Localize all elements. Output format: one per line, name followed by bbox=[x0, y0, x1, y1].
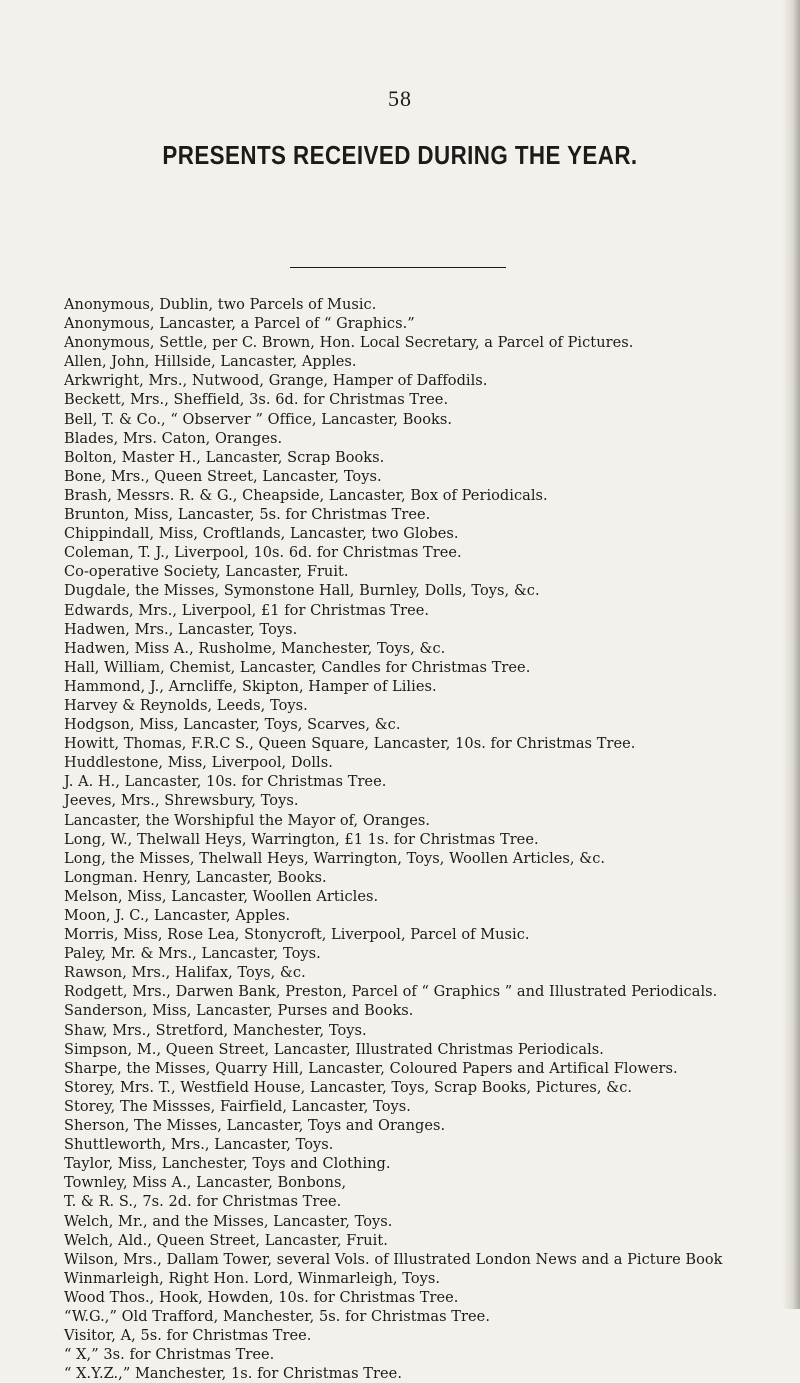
list-item: Co-operative Society, Lancaster, Fruit. bbox=[64, 563, 349, 581]
list-item: Welch, Ald., Queen Street, Lancaster, Fruit. bbox=[64, 1231, 388, 1249]
list-item: Morris, Miss, Rose Lea, Stonycroft, Liverpool, Parcel of Music. bbox=[64, 926, 530, 944]
list-item: Hadwen, Miss A., Rusholme, Manchester, Toys, &c. bbox=[64, 639, 446, 657]
page-title: PRESENTS RECEIVED DURING THE YEAR. bbox=[162, 140, 638, 170]
list-item: “ X.Y.Z.,” Manchester, 1s. for Christmas Tree. bbox=[64, 1365, 402, 1383]
list-item: “W.G.,” Old Trafford, Manchester, 5s. for Christmas Tree. bbox=[64, 1307, 490, 1325]
list-item: Anonymous, Lancaster, a Parcel of “ Graphics.” bbox=[64, 315, 415, 333]
list-item: Taylor, Miss, Lanchester, Toys and Clothing. bbox=[64, 1155, 391, 1173]
list-item: Anonymous, Settle, per C. Brown, Hon. Local Secretary, a Parcel of Pictures. bbox=[64, 334, 634, 352]
list-item: Blades, Mrs. Caton, Oranges. bbox=[64, 429, 283, 447]
title-divider bbox=[290, 267, 506, 268]
list-item: Sherson, The Misses, Lancaster, Toys and Oranges. bbox=[64, 1117, 446, 1135]
list-item: Dugdale, the Misses, Symonstone Hall, Burnley, Dolls, Toys, &c. bbox=[64, 582, 540, 600]
list-item: Brash, Messrs. R. & G., Cheapside, Lancaster, Box of Periodicals. bbox=[64, 486, 548, 504]
list-item: Hall, William, Chemist, Lancaster, Candles for Christmas Tree. bbox=[64, 658, 531, 676]
list-item: Huddlestone, Miss, Liverpool, Dolls. bbox=[64, 754, 333, 772]
list-item: Melson, Miss, Lancaster, Woollen Articles. bbox=[64, 887, 379, 905]
list-item: Bolton, Master H., Lancaster, Scrap Books. bbox=[64, 448, 385, 466]
list-item: Townley, Miss A., Lancaster, Bonbons, bbox=[64, 1174, 347, 1192]
list-item: Bell, T. & Co., “ Observer ” Office, Lancaster, Books. bbox=[64, 410, 453, 428]
list-item: Storey, Mrs. T., Westfield House, Lancaster, Toys, Scrap Books, Pictures, &c. bbox=[64, 1078, 633, 1096]
list-item: Hodgson, Miss, Lancaster, Toys, Scarves, &c. bbox=[64, 716, 401, 734]
list-item: Harvey & Reynolds, Leeds, Toys. bbox=[64, 696, 308, 714]
list-item: Visitor, A, 5s. for Christmas Tree. bbox=[64, 1327, 312, 1345]
list-item: Winmarleigh, Right Hon. Lord, Winmarleigh, Toys. bbox=[64, 1269, 441, 1287]
list-item: Longman. Henry, Lancaster, Books. bbox=[64, 868, 327, 886]
list-item: Allen, John, Hillside, Lancaster, Apples. bbox=[64, 353, 357, 371]
list-item: Lancaster, the Worshipful the Mayor of, Oranges. bbox=[64, 811, 431, 829]
list-item: Anonymous, Dublin, two Parcels of Music. bbox=[64, 296, 377, 313]
list-item: Howitt, Thomas, F.R.C S., Queen Square, Lancaster, 10s. for Christmas Tree. bbox=[64, 735, 636, 753]
list-item: Brunton, Miss, Lancaster, 5s. for Christmas Tree. bbox=[64, 506, 431, 524]
list-item: Sanderson, Miss, Lancaster, Purses and Books. bbox=[64, 1002, 414, 1020]
list-item: Arkwright, Mrs., Nutwood, Grange, Hamper of Daffodils. bbox=[64, 372, 488, 390]
list-item: Jeeves, Mrs., Shrewsbury, Toys. bbox=[64, 792, 299, 810]
list-item: Edwards, Mrs., Liverpool, £1 for Christmas Tree. bbox=[64, 601, 430, 619]
list-item: Paley, Mr. & Mrs., Lancaster, Toys. bbox=[64, 945, 321, 963]
list-item: Shuttleworth, Mrs., Lancaster, Toys. bbox=[64, 1136, 334, 1154]
list-item: “ X,” 3s. for Christmas Tree. bbox=[64, 1346, 275, 1364]
list-item: Shaw, Mrs., Stretford, Manchester, Toys. bbox=[64, 1021, 367, 1039]
list-item: Bone, Mrs., Queen Street, Lancaster, Toys. bbox=[64, 467, 382, 485]
list-item: Hammond, J., Arncliffe, Skipton, Hamper of Lilies. bbox=[64, 677, 437, 695]
list-item: Wilson, Mrs., Dallam Tower, several Vols. of Illustrated London News and a Picture Book bbox=[64, 1250, 723, 1268]
presents-list bbox=[64, 295, 794, 1383]
list-item: Sharpe, the Misses, Quarry Hill, Lancaster, Coloured Papers and Artifical Flowers. bbox=[64, 1059, 678, 1077]
list-item: Hadwen, Mrs., Lancaster, Toys. bbox=[64, 620, 298, 638]
list-item: Storey, The Missses, Fairfield, Lancaster, Toys. bbox=[64, 1097, 411, 1115]
list-item: Long, W., Thelwall Heys, Warrington, £1 1s. for Christmas Tree. bbox=[64, 830, 539, 848]
list-item: Rodgett, Mrs., Darwen Bank, Preston, Parcel of “ Graphics ” and Illustrated Periodicals. bbox=[64, 983, 718, 1001]
page-number: 58 bbox=[388, 86, 412, 111]
list-item: Coleman, T. J., Liverpool, 10s. 6d. for Christmas Tree. bbox=[64, 544, 462, 562]
list-item: Moon, J. C., Lancaster, Apples. bbox=[64, 907, 291, 924]
list-item: Long, the Misses, Thelwall Heys, Warrington, Toys, Woollen Articles, &c. bbox=[64, 849, 606, 867]
list-item: Rawson, Mrs., Halifax, Toys, &c. bbox=[64, 964, 306, 982]
list-item: Chippindall, Miss, Croftlands, Lancaster, two Globes. bbox=[64, 525, 459, 543]
list-item: Simpson, M., Queen Street, Lancaster, Illustrated Christmas Periodicals. bbox=[64, 1040, 604, 1058]
list-item: T. & R. S., 7s. 2d. for Christmas Tree. bbox=[64, 1193, 342, 1211]
list-item: Beckett, Mrs., Sheffield, 3s. 6d. for Christmas Tree. bbox=[64, 391, 449, 409]
list-item: Welch, Mr., and the Misses, Lancaster, Toys. bbox=[64, 1212, 393, 1230]
list-item: Wood Thos., Hook, Howden, 10s. for Christmas Tree. bbox=[64, 1288, 459, 1306]
list-item: J. A. H., Lancaster, 10s. for Christmas Tree. bbox=[64, 773, 387, 791]
